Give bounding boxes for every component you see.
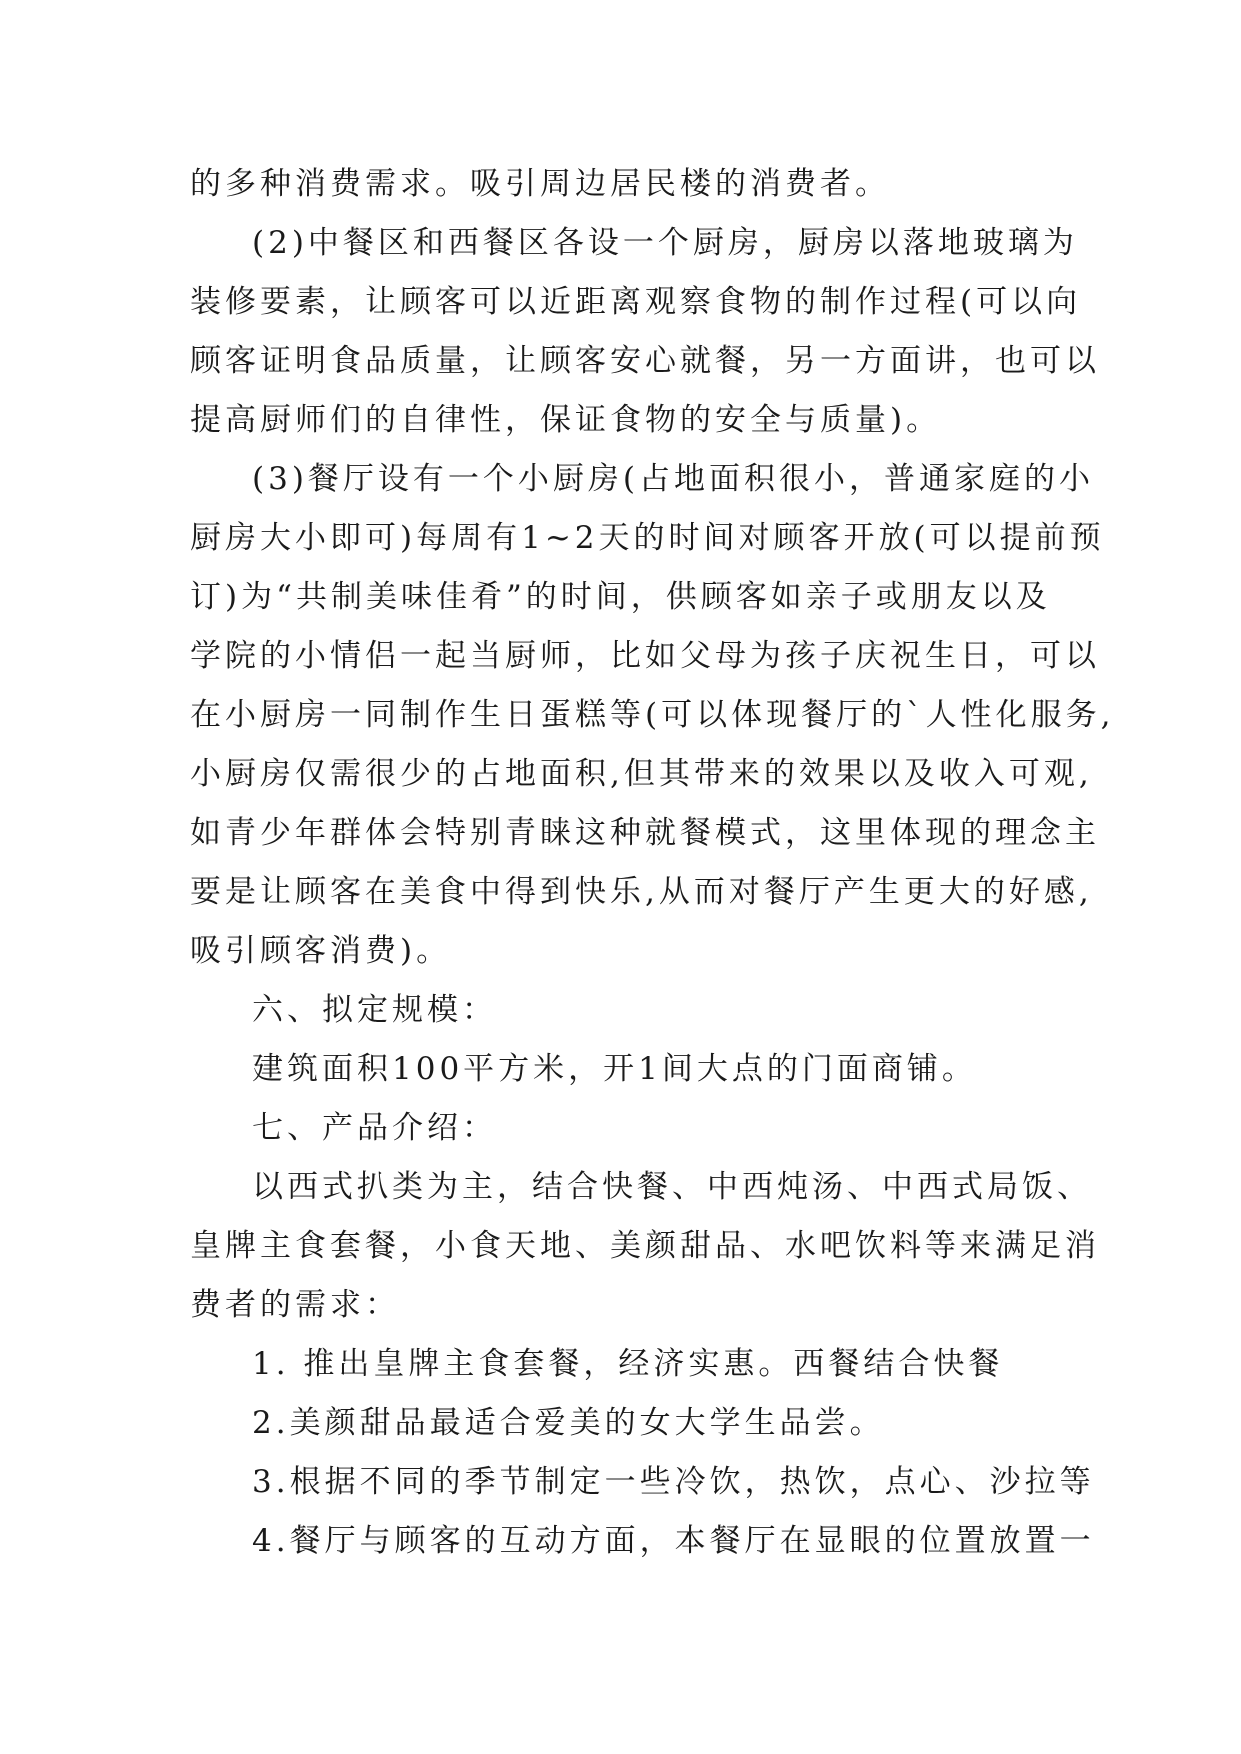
section-heading: 六、拟定规模： <box>252 992 497 1028</box>
text-line: 提高厨师们的自律性，保证食物的安全与质量)。 <box>190 402 942 438</box>
list-item: 1. 推出皇牌主食套餐，经济实惠。西餐结合快餐 <box>252 1346 1004 1382</box>
text-line: 要是让顾客在美食中得到快乐,从而对餐厅产生更大的好感, <box>190 874 1093 910</box>
text-line: 小厨房仅需很少的占地面积,但其带来的效果以及收入可观, <box>190 756 1093 792</box>
text-line: 顾客证明食品质量，让顾客安心就餐，另一方面讲，也可以 <box>190 343 1100 379</box>
text-line: 费者的需求： <box>190 1287 400 1323</box>
document-body <box>190 155 1115 1571</box>
text-line: 吸引顾客消费)。 <box>190 933 452 969</box>
text-line: 厨房大小即可)每周有1~2天的时间对顾客开放(可以提前预 <box>190 520 1105 556</box>
list-item: 4.餐厅与顾客的互动方面，本餐厅在显眼的位置放置一 <box>252 1523 1095 1559</box>
text-line: 装修要素，让顾客可以近距离观察食物的制作过程(可以向 <box>190 284 1082 320</box>
list-item: 2.美颜甜品最适合爱美的女大学生品尝。 <box>252 1405 885 1441</box>
text-line: (3)餐厅设有一个小厨房(占地面积很小，普通家庭的小 <box>252 461 1095 497</box>
text-line: (2)中餐区和西餐区各设一个厨房，厨房以落地玻璃为 <box>252 225 1078 261</box>
text-line: 以西式扒类为主，结合快餐、中西炖汤、中西式局饭、 <box>252 1169 1092 1205</box>
text-line: 如青少年群体会特别青睐这种就餐模式，这里体现的理念主 <box>190 815 1100 851</box>
text-line: 皇牌主食套餐，小食天地、美颜甜品、水吧饮料等来满足消 <box>190 1228 1100 1264</box>
text-line: 建筑面积100平方米，开1间大点的门面商铺。 <box>252 1051 977 1087</box>
text-line: 在小厨房一同制作生日蛋糕等(可以体现餐厅的`人性化服务, <box>190 697 1115 733</box>
text-line: 学院的小情侣一起当厨师，比如父母为孩子庆祝生日，可以 <box>190 638 1100 674</box>
text-line: 订)为“共制美味佳肴”的时间，供顾客如亲子或朋友以及 <box>190 579 1051 615</box>
section-heading: 七、产品介绍： <box>252 1110 497 1146</box>
text-line: 的多种消费需求。吸引周边居民楼的消费者。 <box>190 166 890 202</box>
list-item: 3.根据不同的季节制定一些冷饮，热饮，点心、沙拉等 <box>252 1464 1095 1500</box>
